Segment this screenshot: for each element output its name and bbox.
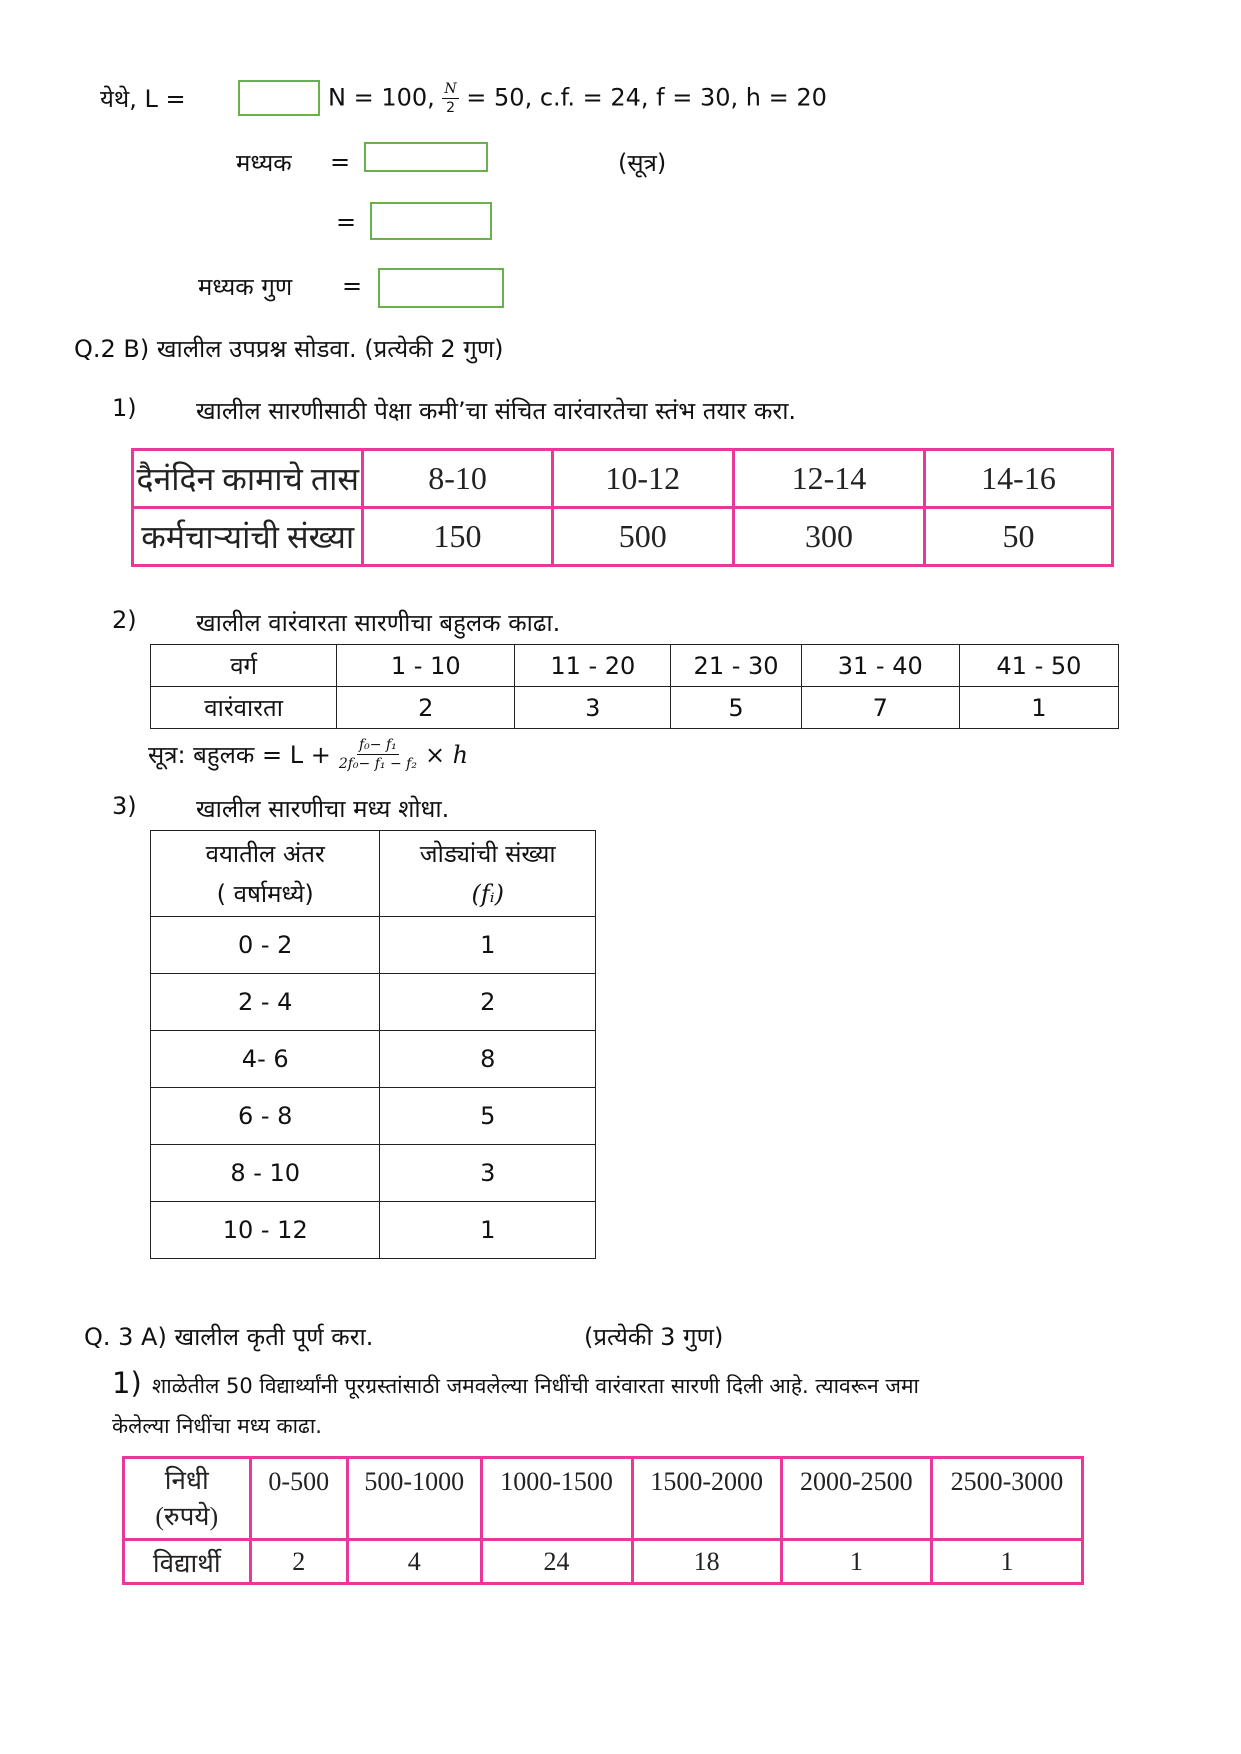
table-cell: 0 - 2 [151,917,380,974]
formula-prefix: सूत्र: बहुलक = L + [148,741,331,769]
q3a-1-number: 1) [112,1366,142,1400]
q3a-1-line2: केलेल्या निधींचा मध्य काढा. [112,1414,322,1438]
table-row [151,1202,596,1259]
header-age-gap-line1: वयातील अंतर [205,839,325,868]
table-cell: 3 [380,1145,596,1202]
table-cell: कर्मचाऱ्यांची संख्या [133,508,363,566]
funds-header-line1: निधी [164,1465,209,1495]
median-substitution-box[interactable] [370,202,492,240]
table-cell: 8-10 [363,450,552,508]
median-label: मध्यक [236,149,292,177]
n-over-2 [442,82,458,115]
q2b-heading: Q.2 B) खालील उपप्रश्न सोडवा. (प्रत्येकी 2 गुण) [74,335,504,363]
table-cell: 1 [380,1202,596,1259]
table-cell: 10-12 [552,450,733,508]
given-rest: = 50, c.f. = 24, f = 30, h = 20 [466,83,827,112]
header-pairs-line2: (fᵢ) [471,879,504,908]
table-row [124,1458,1083,1540]
header-pairs-line1: जोड्यांची संख्या [419,839,556,868]
table-cell: 2500-3000 [931,1458,1082,1540]
L-answer-box[interactable] [238,80,320,116]
formula-suffix: × h [424,740,469,769]
table-cell: विद्यार्थी [124,1540,251,1584]
table-cell: 14-16 [924,450,1112,508]
table-row [133,450,1113,508]
table-cell: 1 [959,687,1118,729]
table-cell: 2 [380,974,596,1031]
median-formula-box[interactable] [364,142,488,172]
funds-table [122,1456,1084,1585]
table-cell: 1 [380,917,596,974]
table-cell: 2 [250,1540,348,1584]
table-cell: 21 - 30 [671,645,801,687]
table-cell: 1500-2000 [632,1458,781,1540]
mode-fraction [339,738,417,771]
mode-formula [148,738,468,771]
table-cell: 1 - 10 [337,645,515,687]
table-header-row [151,831,596,917]
formula-numerator: f₀− f₁ [358,737,397,753]
formula-denominator: 2f₀− f₁ − f₂ [338,756,417,772]
eq-2: = [336,208,357,236]
frac-den: 2 [446,100,455,116]
table-cell: 1 [931,1540,1082,1584]
formula-note: (सूत्र) [618,149,667,177]
q2b-2-number: 2) [112,606,137,634]
table-cell: 10 - 12 [151,1202,380,1259]
table-cell: 12-14 [733,450,924,508]
table-row [151,917,596,974]
table-cell: 7 [801,687,959,729]
table-cell: 4- 6 [151,1031,380,1088]
table-row [151,645,1119,687]
table-row [151,1088,596,1145]
q3a-marks: (प्रत्येकी 3 गुण) [584,1323,724,1351]
table-cell: 2 [337,687,515,729]
table-cell: 18 [632,1540,781,1584]
table-cell: 1 [781,1540,931,1584]
table-cell: वर्ग [151,645,337,687]
table-cell: 24 [481,1540,632,1584]
table-cell: 4 [348,1540,481,1584]
funds-header-line2: (रुपये) [155,1501,219,1531]
q2b-3-number: 3) [112,792,137,820]
q3a-1-line1: शाळेतील 50 विद्यार्थ्यांनी पूरग्रस्तांसाठी जमवलेल्या निधींची वारंवारता सारणी दिली आहे. त्यावरून जमा [152,1374,919,1398]
header-pairs [380,831,596,917]
table-row [151,1145,596,1202]
table-row [124,1540,1083,1584]
table-cell: 2000-2500 [781,1458,931,1540]
table-row [151,1031,596,1088]
table-cell: 150 [363,508,552,566]
table-cell: 3 [515,687,671,729]
table-cell: 6 - 8 [151,1088,380,1145]
header-age-gap [151,831,380,917]
q2b-2-text: खालील वारंवारता सारणीचा बहुलक काढा. [196,609,561,637]
q2b-1-number: 1) [112,394,137,422]
table-cell: 0-500 [250,1458,348,1540]
table-cell: 5 [380,1088,596,1145]
table-cell: दैनंदिन कामाचे तास [133,450,363,508]
eq-1: = [330,148,351,176]
header-age-gap-line2: ( वर्षामध्ये) [216,879,314,908]
table-cell: 8 - 10 [151,1145,380,1202]
given-values [328,82,827,115]
table-cell: 5 [671,687,801,729]
here-L-label: येथे, L = [100,85,186,113]
table-cell: 11 - 20 [515,645,671,687]
table-cell: 2 - 4 [151,974,380,1031]
funds-header [124,1458,251,1540]
table-cell: 31 - 40 [801,645,959,687]
q2b-1-text: खालील सारणीसाठी पेक्षा कमी’चा संचित वारंवारतेचा स्तंभ तयार करा. [196,397,797,425]
frac-num: N [444,81,457,97]
working-hours-table [131,448,1114,567]
table-cell: 8 [380,1031,596,1088]
age-gap-table [150,830,596,1259]
table-cell: 500-1000 [348,1458,481,1540]
table-cell: 300 [733,508,924,566]
table-cell: वारंवारता [151,687,337,729]
table-cell: 41 - 50 [959,645,1118,687]
table-row [151,974,596,1031]
table-cell: 1000-1500 [481,1458,632,1540]
table-cell: 50 [924,508,1112,566]
table-row [151,687,1119,729]
median-marks-label: मध्यक गुण [198,273,293,301]
given-N: N = 100, [328,83,435,112]
eq-3: = [342,272,363,300]
q3a-heading: Q. 3 A) खालील कृती पूर्ण करा. [84,1323,374,1351]
q2b-3-text: खालील सारणीचा मध्य शोधा. [196,795,450,823]
median-marks-box[interactable] [378,268,504,308]
table-cell: 500 [552,508,733,566]
class-frequency-table [150,644,1119,729]
table-row [133,508,1113,566]
